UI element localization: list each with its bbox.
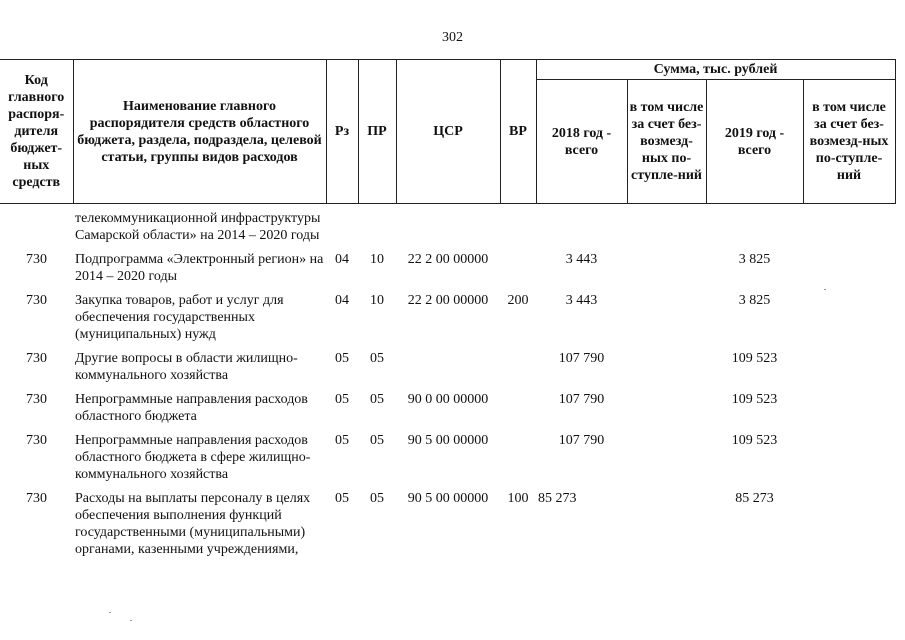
cell-2019-free — [803, 432, 895, 490]
cell-name: Подпрограмма «Электронный регион» на 2014 – 2020 годы — [75, 252, 324, 284]
header-code: Код главного распоря-дителя бюджет-ных средств — [0, 60, 73, 204]
table-row — [0, 391, 895, 432]
cell-csr — [396, 350, 500, 391]
cell-pr: 10 — [370, 293, 384, 308]
cell-vr — [500, 350, 536, 391]
cell-2018-total: 107 790 — [558, 392, 605, 407]
table-row-continuation — [0, 204, 895, 252]
cell-pr: 05 — [370, 392, 384, 407]
cell-2019-total: 85 273 — [735, 491, 774, 506]
cell-pr: 05 — [370, 433, 384, 448]
header-csr: ЦСР — [396, 60, 500, 204]
cell-2018-total: 107 790 — [558, 351, 605, 366]
cell-2018-free — [627, 292, 706, 350]
cell-2019-total: 109 523 — [731, 433, 778, 448]
cell-csr: 90 0 00 00000 — [407, 392, 489, 407]
scan-speck — [824, 289, 826, 290]
cell-csr: 22 2 00 00000 — [407, 293, 489, 308]
cell-pr: 05 — [370, 351, 384, 366]
cell-rz: 04 — [335, 293, 349, 308]
cell-name: Расходы на выплаты персоналу в целях обеспечения выполнения функций государственными (муниципальными) органами, казенными учреждениями, — [75, 491, 311, 557]
cell-name: Непрограммные направления расходов областного бюджета — [75, 392, 308, 424]
cell-vr — [500, 432, 536, 490]
cell-code: 730 — [26, 491, 47, 506]
cell-2019-total: 3 825 — [738, 252, 771, 267]
cell-2019-total: 109 523 — [731, 351, 778, 366]
cell-2018-total: 85 273 — [538, 491, 577, 506]
cell-code: 730 — [26, 252, 47, 267]
table-row — [0, 292, 895, 350]
cell-2018-total: 3 443 — [565, 252, 598, 267]
cell-pr: 10 — [370, 252, 384, 267]
cell-2018-total: 3 443 — [565, 293, 598, 308]
header-name: Наименование главного распорядителя средств областного бюджета, раздела, подраздела, целевой статьи, группы видов расходов — [73, 60, 326, 204]
cell-2019-total: 109 523 — [731, 392, 778, 407]
cell-rz: 05 — [335, 433, 349, 448]
cell-pr: 05 — [370, 491, 384, 506]
header-sum-group: Сумма, тыс. рублей — [536, 60, 895, 80]
header-2018-free: в том числе за счет без-возмезд-ных по-ступле-ний — [627, 80, 706, 204]
page-number: 302 — [442, 30, 463, 45]
cell-code — [0, 204, 73, 252]
cell-code: 730 — [26, 433, 47, 448]
header-vr: ВР — [500, 60, 536, 204]
cell-rz: 05 — [335, 392, 349, 407]
table-header — [0, 60, 895, 204]
scan-speck — [130, 620, 132, 621]
cell-2018-total: 107 790 — [558, 433, 605, 448]
header-2019-total: 2019 год - всего — [706, 80, 803, 204]
cell-csr: 22 2 00 00000 — [407, 252, 489, 267]
table-row — [0, 432, 895, 490]
cell-name: Другие вопросы в области жилищно-коммунального хозяйства — [75, 351, 298, 383]
header-2019-free: в том числе за счет без-возмезд-ных по-ступле-ний — [803, 80, 895, 204]
cell-2019-free — [803, 251, 895, 292]
cell-csr: 90 5 00 00000 — [407, 433, 489, 448]
cell-2018-free — [627, 350, 706, 391]
table-body — [0, 204, 895, 566]
table-row — [0, 350, 895, 391]
cell-rz: 05 — [335, 491, 349, 506]
cell-2018-free — [627, 490, 706, 565]
cell-2018-free — [627, 251, 706, 292]
cell-name: Закупка товаров, работ и услуг для обеспечения государственных (муниципальных) нужд — [75, 293, 284, 342]
scan-speck — [109, 612, 111, 613]
cell-2018-free — [627, 391, 706, 432]
cell-2019-free — [803, 391, 895, 432]
cell-vr — [500, 251, 536, 292]
cell-2019-free — [803, 490, 895, 565]
cell-code: 730 — [26, 392, 47, 407]
table-row — [0, 490, 895, 565]
cell-code: 730 — [26, 351, 47, 366]
cell-vr: 200 — [507, 293, 529, 308]
cell-vr — [500, 391, 536, 432]
cell-csr: 90 5 00 00000 — [407, 491, 489, 506]
cell-name: телекоммуникационной инфраструктуры Самарской области» на 2014 – 2020 годы — [75, 211, 321, 243]
cell-rz: 04 — [335, 252, 349, 267]
header-rz: Рз — [326, 60, 358, 204]
cell-2019-free — [803, 292, 895, 350]
cell-rz: 05 — [335, 351, 349, 366]
cell-2018-free — [627, 432, 706, 490]
cell-2019-total: 3 825 — [738, 293, 771, 308]
cell-2019-free — [803, 350, 895, 391]
header-pr: ПР — [358, 60, 396, 204]
budget-table — [0, 59, 896, 565]
cell-vr: 100 — [507, 491, 529, 506]
header-2018-total: 2018 год - всего — [536, 80, 627, 204]
cell-code: 730 — [26, 293, 47, 308]
cell-name: Непрограммные направления расходов областного бюджета в сфере жилищно-коммунального хозяйства — [75, 433, 311, 482]
table-row — [0, 251, 895, 292]
